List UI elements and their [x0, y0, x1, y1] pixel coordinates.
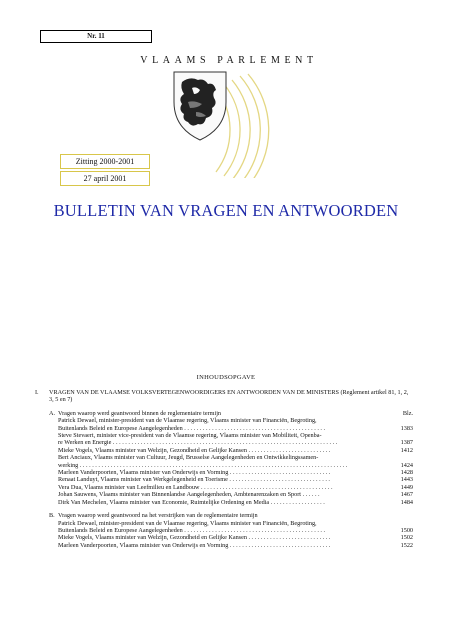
contents-heading: INHOUDSOPGAVE [196, 374, 256, 381]
toc-subsection-heading [49, 410, 413, 417]
list-item [35, 520, 413, 535]
entry-text: Bert Anciaux, Vlaams minister van Cultuur, Jeugd, Brusselse Aangelegenheden en Ontwikkelingssamen- [58, 454, 319, 462]
section-number: I. [35, 389, 39, 396]
toc-section-heading [35, 389, 413, 404]
entry-page: 1449 [400, 483, 413, 491]
entry-text: Marleen Vanderpoorten, Vlaams minister van Onderwijs en Vorming . . . . . . . . . . . . . . . . . . . . . . . . . . . . . . . . . [58, 469, 331, 477]
entry-page: 1443 [400, 476, 413, 484]
entry-text-continued: Buitenlands Beleid en Europese Aangelegenheden . . . . . . . . . . . . . . . . . . . . . . . . . . . . . . . . . . . . . . . . . . . . . . [58, 424, 326, 432]
list-item [35, 447, 413, 454]
bulletin-title: BULLETIN VAN VRAGEN EN ANTWOORDEN [53, 201, 399, 220]
toc-subsection-b [35, 512, 413, 549]
entry-page: 1424 [400, 461, 413, 469]
list-item [35, 491, 413, 498]
section-title: VRAGEN VAN DE VLAAMSE VOLKSVERTEGENWOORDIGERS EN ANTWOORDEN VAN DE MINISTERS (Reglement artikel 81, 1, 2, 3, 5 en 7) [49, 389, 409, 404]
list-item [35, 534, 413, 541]
entry-text: Patrick Dewael, minister-president van de Vlaamse regering, Vlaams minister van Financiën, Begroting, [58, 417, 317, 425]
organization-title: VLAAMS PARLEMENT [140, 55, 318, 66]
entry-text-continued: werking . . . . . . . . . . . . . . . . . . . . . . . . . . . . . . . . . . . . . . . . . . . . . . . . . . . . . . . . . . . . . . . . . . . . . . . . . . . . . . . . . . . . . . . [58, 461, 348, 469]
entry-text-continued: Buitenlands Beleid en Europese Aangelegenheden . . . . . . . . . . . . . . . . . . . . . . . . . . . . . . . . . . . . . . . . . . . . . . [58, 526, 326, 534]
entry-page: 1502 [400, 534, 413, 542]
entry-text: Patrick Dewael, minister-president van de Vlaamse regering, Vlaams minister van Financiën, Begroting, [58, 519, 317, 527]
entry-text: Marleen Vanderpoorten, Vlaams minister van Onderwijs en Vorming . . . . . . . . . . . . . . . . . . . . . . . . . . . . . . . . . [58, 541, 331, 549]
toc-subsection-heading [49, 512, 413, 519]
list-item [35, 417, 413, 432]
entry-page: 1412 [400, 446, 413, 454]
issue-number: Nr. 11 [40, 30, 152, 43]
toc-subsection-a [35, 410, 413, 506]
list-item [35, 484, 413, 491]
entry-page: 1387 [400, 439, 413, 447]
subsection-letter: B. [49, 512, 55, 520]
list-item [35, 454, 413, 469]
session-year: Zitting 2000-2001 [60, 154, 150, 169]
list-item [35, 499, 413, 506]
entry-page: 1467 [400, 491, 413, 499]
entry-text: Vera Dua, Vlaams minister van Leefmilieu en Landbouw . . . . . . . . . . . . . . . . . . . . . . . . . . . . . . . . . . . . . . . . . . . [58, 483, 333, 491]
flemish-lion-shield-icon [168, 68, 318, 178]
entry-text-continued: re Werken en Energie . . . . . . . . . . . . . . . . . . . . . . . . . . . . . . . . . . . . . . . . . . . . . . . . . . . . . . . . . . . . . . . . . . . . . . . . . [58, 439, 338, 447]
entry-text: Steve Stevaert, minister vice-president van de Vlaamse regering, Vlaams minister van Mobiliteit, Openba- [58, 432, 322, 440]
entry-page: 1428 [400, 469, 413, 477]
entry-text: Dirk Van Mechelen, Vlaams minister van Economie, Ruimtelijke Ordening en Media . . . . . . . . . . . . . . . . . . [58, 498, 325, 506]
entry-text: Renaat Landuyt, Vlaams minister van Werkgelegenheid en Toerisme . . . . . . . . . . . . . . . . . . . . . . . . . . . . . . . . . [58, 476, 330, 484]
entry-page: 1383 [400, 424, 413, 432]
list-item [35, 432, 413, 447]
toc-section [35, 389, 413, 404]
entry-text: Mieke Vogels, Vlaams minister van Welzijn, Gezondheid en Gelijke Kansen . . . . . . . . . . . . . . . . . . . . . . . . . . . [58, 446, 331, 454]
entry-text: Mieke Vogels, Vlaams minister van Welzijn, Gezondheid en Gelijke Kansen . . . . . . . . . . . . . . . . . . . . . . . . . . . [58, 534, 331, 542]
subsection-letter: A. [49, 409, 56, 417]
entry-text: Johan Sauwens, Vlaams minister van Binnenlandse Aangelegenheden, Ambtenarenzaken en Sport . . . . . . [58, 491, 320, 499]
session-date: 27 april 2001 [60, 171, 150, 186]
entry-page: 1500 [400, 526, 413, 534]
page-column-label: Blz. [402, 409, 413, 417]
list-item [35, 469, 413, 476]
entry-page: 1522 [400, 541, 413, 549]
entry-page: 1484 [400, 498, 413, 506]
list-item [35, 542, 413, 549]
list-item [35, 476, 413, 483]
subsection-title: Vragen waarop werd geantwoord binnen de reglementaire termijn [58, 409, 222, 417]
subsection-title: Vragen waarop werd geantwoord na het verstrijken van de reglementaire termijn [58, 512, 258, 520]
table-of-contents [35, 389, 413, 555]
